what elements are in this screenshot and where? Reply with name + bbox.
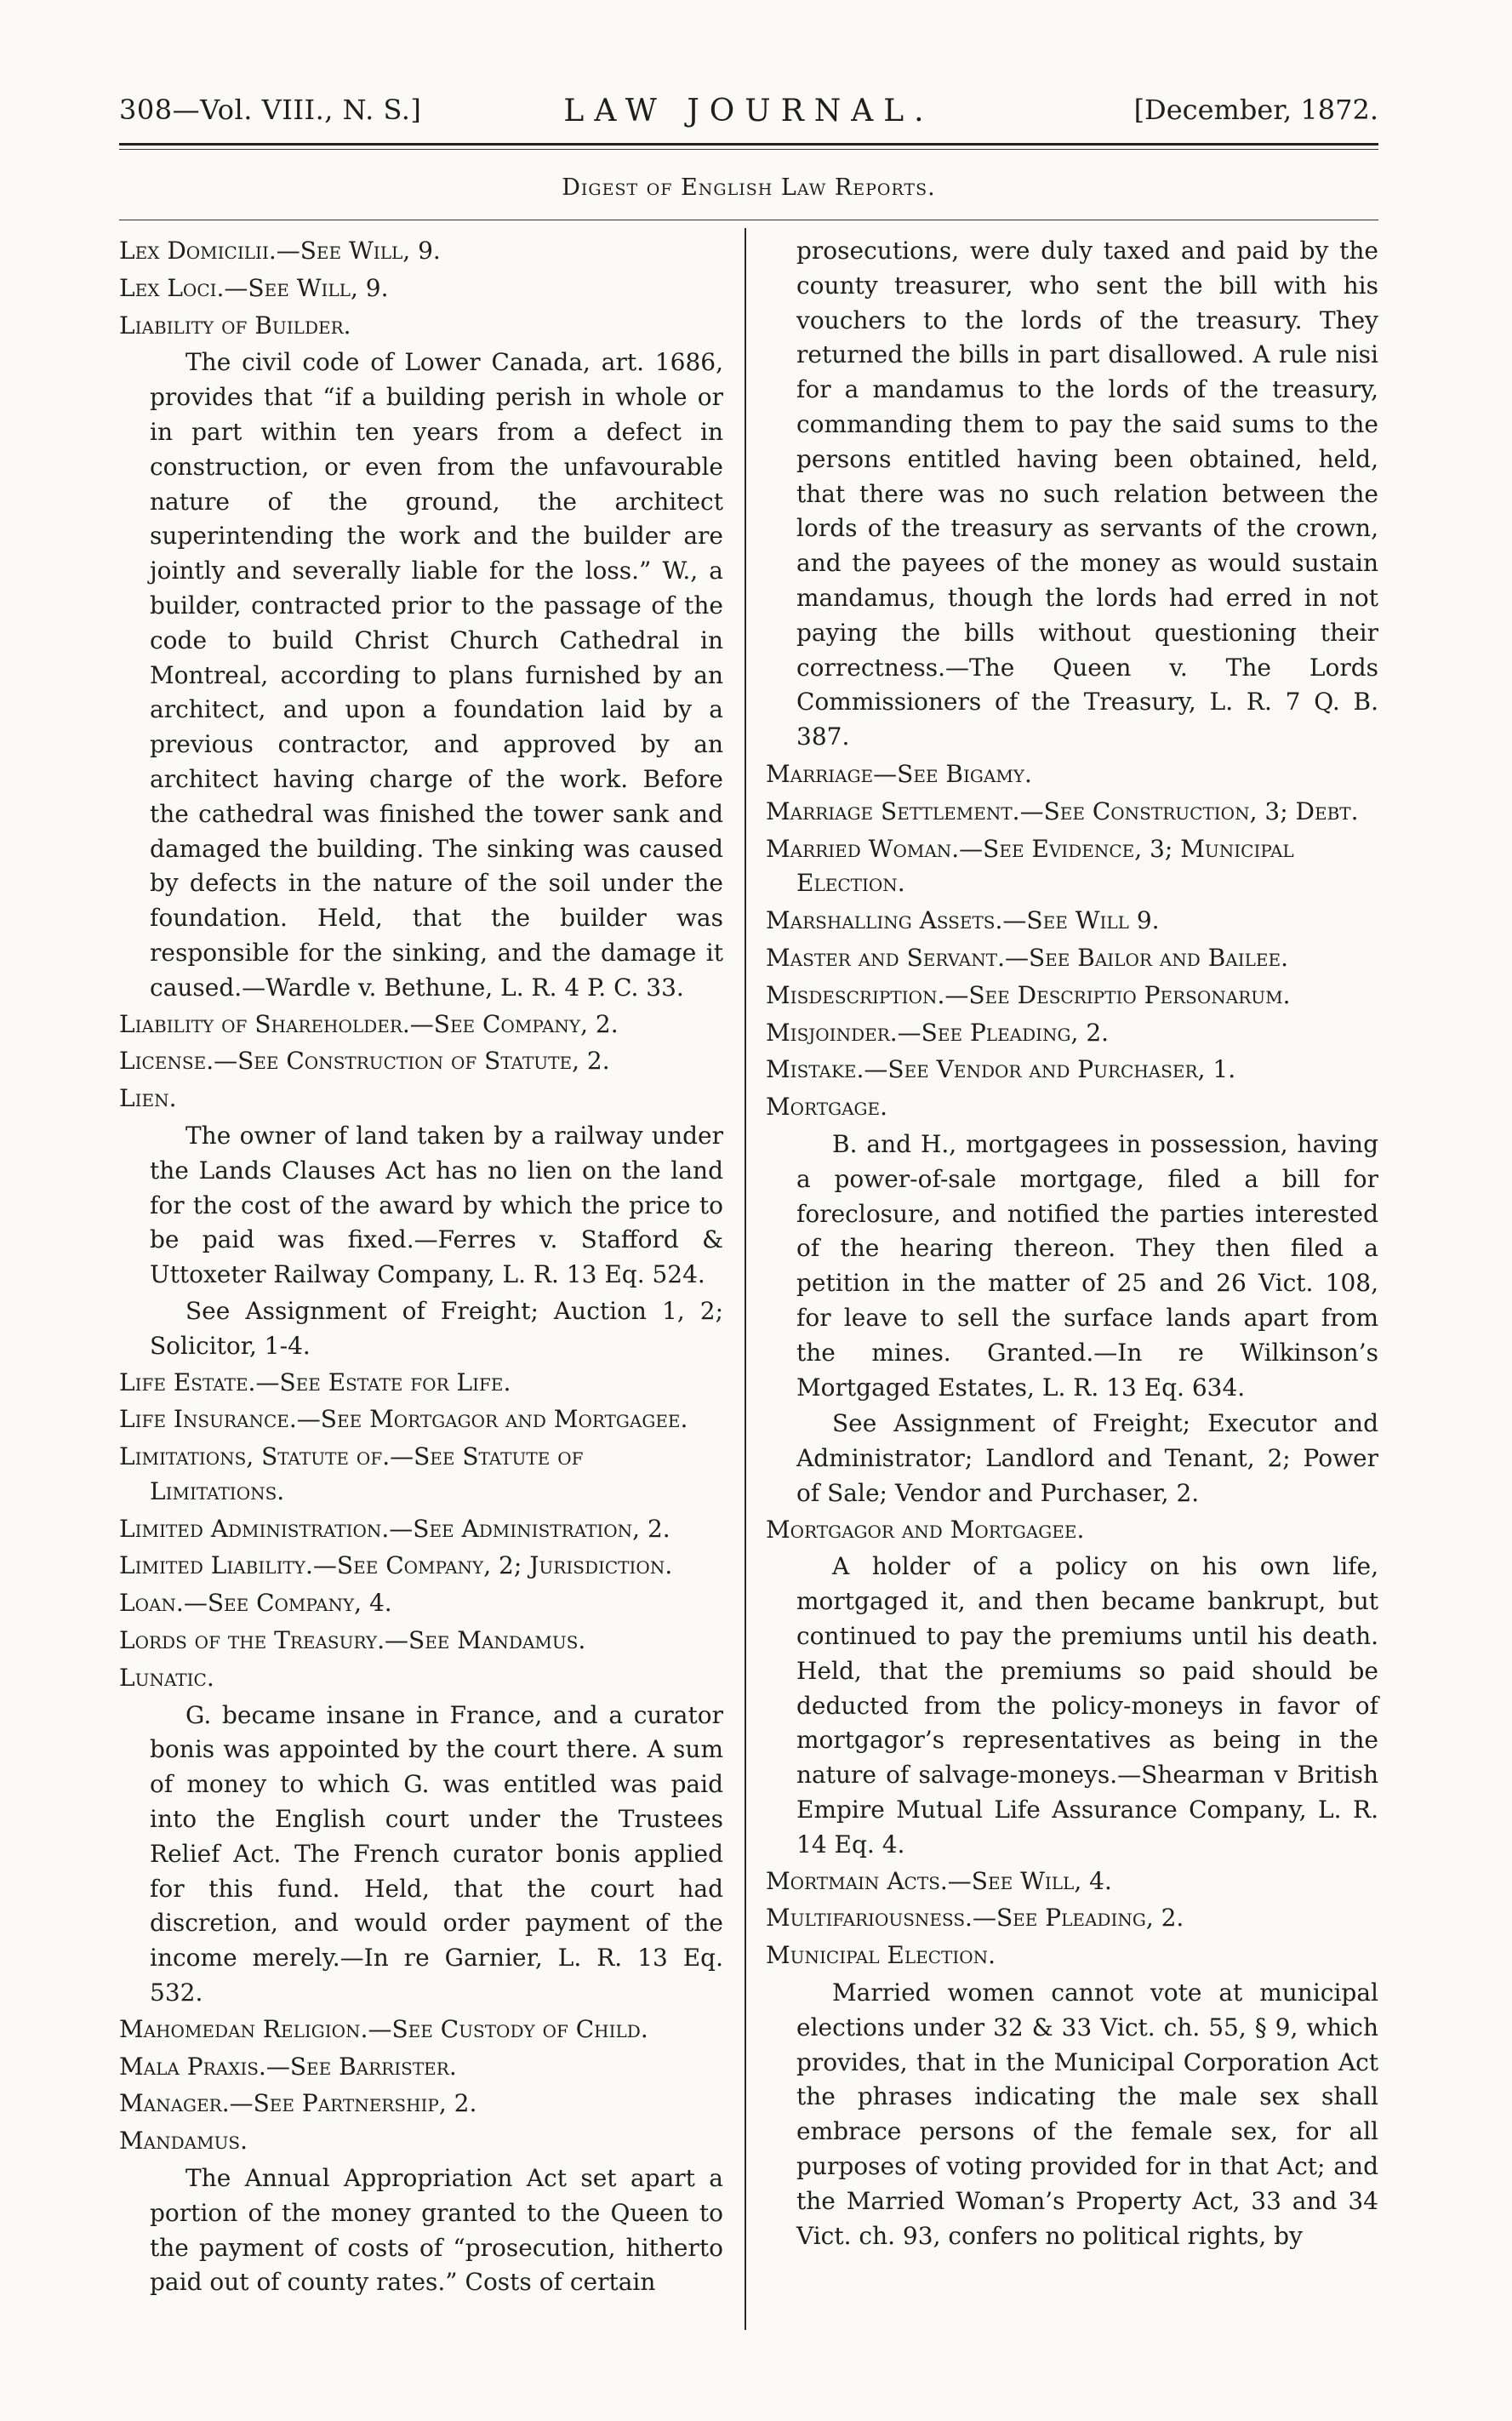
header-rule-thin [119,149,1378,150]
index-entry: Mortgage. [766,1093,888,1122]
index-entry: Lords of the Treasury.—See Mandamus. [119,1626,586,1655]
journal-title: LAW JOURNAL. [563,94,934,128]
digest-paragraph: Married women cannot vote at municipal elections under 32 & 33 Vict. ch. 55, § 9, which provides, that in the Municipal Corporation Act the phrases indicating the male sex shall embrace persons of the female sex, for all purposes of voting provided for in that Act; and the Married Woman’s Property Act, 33 and 34 Vict. ch. 93, confers no political rights, by [796,1978,1378,2250]
index-entry: Lunatic. [119,1663,214,1692]
digest-paragraph: A holder of a policy on his own life, mortgaged it, and then became bankrupt, but continued to pay the premiums until his death. Held, that the premiums so paid should be deducted from the policy-moneys in favor of mortgagor’s representatives as being in the nature of salvage-moneys.—Shearman v British Empire Mutual Life Assurance Company, L. R. 14 Eq. 4. [796,1552,1378,1859]
index-entry: Marriage—See Bigamy. [766,759,1032,788]
index-entry: Liability of Shareholder.—See Company, 2. [119,1009,619,1038]
digest-paragraph: See Assignment of Freight; Auction 1, 2; Solicitor, 1-4. [150,1296,723,1360]
index-entry: Marshalling Assets.—See Will 9. [766,906,1160,935]
issue-date: [December, 1872. [1133,94,1378,126]
digest-paragraph: The civil code of Lower Canada, art. 1686, provides that “if a building perish in whole or in part within ten years from a defect in construction, or even from the unfavourable nature of the ground, the architect superintending the work and the builder are jointly and severally liable for the loss.” W., a builder, contracted prior to the passage of the code to build Christ Church Cathedral in Montreal, according to plans furnished by an architect, and upon a foundation laid by a previous contractor, and approved by an architect having charge of the work. Before the cathedral was finished the tower sank and damaged the building. The sinking was caused by defects in the nature of the soil under the foundation. Held, that the builder was responsible for the sinking, and the damage it caused.—Wardle v. Bethune, L. R. 4 P. C. 33. [150,348,723,1002]
digest-paragraph: B. and H., mortgagees in possession, having a power-of-sale mortgage, filed a bill for foreclosure, and notified the parties interested of the hearing thereon. They then filed a petition in the matter of 25 and 26 Vict. 108, for leave to sell the surface lands apart from the mines. Granted.—In re Wilkinson’s Mortgaged Estates, L. R. 13 Eq. 634. [796,1129,1378,1402]
index-entry: Misdescription.—See Descriptio Personarum. [766,980,1291,1009]
section-title: Digest of English Law Reports. [562,174,936,201]
running-header [119,94,1378,136]
index-entry: Mahomedan Religion.—See Custody of Child. [119,2014,648,2043]
index-entry: Lex Domicilii.—See Will, 9. [119,237,441,265]
page-reference: 308—Vol. VIII., N. S.] [119,94,422,126]
index-entry: Misjoinder.—See Pleading, 2. [766,1018,1110,1047]
digest-paragraph: See Assignment of Freight; Executor and Administrator; Landlord and Tenant, 2; Power of Sale; Vendor and Purchaser, 2. [796,1409,1378,1507]
index-entry: Liability of Builder. [119,311,351,340]
index-entry: Mala Praxis.—See Barrister. [119,2052,457,2081]
index-entry: Life Insurance.—See Mortgagor and Mortgagee. [119,1405,688,1434]
index-entry: Life Estate.—See Estate for Life. [119,1368,511,1396]
right-column [766,234,1378,2255]
index-entry: Master and Servant.—See Bailor and Bailee. [766,943,1289,972]
index-entry: Mistake.—See Vendor and Purchaser, 1. [766,1055,1236,1084]
index-entry: Marriage Settlement.—See Construction, 3; Debt. [766,797,1359,825]
digest-paragraph: prosecutions, were duly taxed and paid by the county treasurer, who sent the bill with his vouchers to the lords of the treasury. They returned the bills in part disallowed. A rule nisi for a mandamus to the lords of the treasury, commanding them to pay the said sums to the persons entitled having been obtained, held, that there was no such relation between the lords of the treasury as servants of the crown, and the payees of the money as would sustain mandamus, though the lords had erred in not paying the bills without questioning their correctness.—The Queen v. The Lords Commissioners of the Treasury, L. R. 7 Q. B. 387. [796,237,1378,751]
index-entry: Loan.—See Company, 4. [119,1589,392,1618]
digest-paragraph: The Annual Appropriation Act set apart a portion of the money granted to the Queen to the payment of costs of “prosecution, hitherto paid out of county rates.” Costs of certain [150,2164,723,2297]
index-entry: Mortmain Acts.—See Will, 4. [766,1866,1112,1895]
index-entry: License.—See Construction of Statute, 2. [119,1047,610,1076]
index-entry: Limitations, Statute of.—See Statute of Limitations. [119,1442,584,1505]
index-entry: Manager.—See Partnership, 2. [119,2089,477,2118]
index-entry: Mortgagor and Mortgagee. [766,1515,1085,1544]
index-entry: Limited Liability.—See Company, 2; Jurisdiction. [119,1551,673,1580]
index-entry: Mandamus. [119,2127,248,2155]
index-entry: Municipal Election. [766,1941,996,1970]
index-entry: Married Woman.—See Evidence, 3; Municipal Election. [766,834,1294,898]
index-entry: Lex Loci.—See Will, 9. [119,273,389,302]
digest-paragraph: The owner of land taken by a railway under the Lands Clauses Act has no lien on the land for the cost of the award by which the price to be paid was fixed.—Ferres v. Stafford & Uttoxeter Railway Company, L. R. 13 Eq. 524. [150,1121,723,1289]
index-entry: Limited Administration.—See Administration, 2. [119,1514,670,1543]
left-column [119,234,723,2302]
column-divider [745,228,746,2330]
header-rule [119,143,1378,146]
index-entry: Lien. [119,1084,177,1113]
digest-paragraph: G. became insane in France, and a curator bonis was appointed by the court there. A sum of money to which G. was entitled was paid into the English court under the Trustees Relief Act. The French curator bonis applied for this fund. Held, that the court had discretion, and would order payment of the income merely.—In re Garnier, L. R. 13 Eq. 532. [150,1700,723,2007]
index-entry: Multifariousness.—See Pleading, 2. [766,1904,1184,1933]
